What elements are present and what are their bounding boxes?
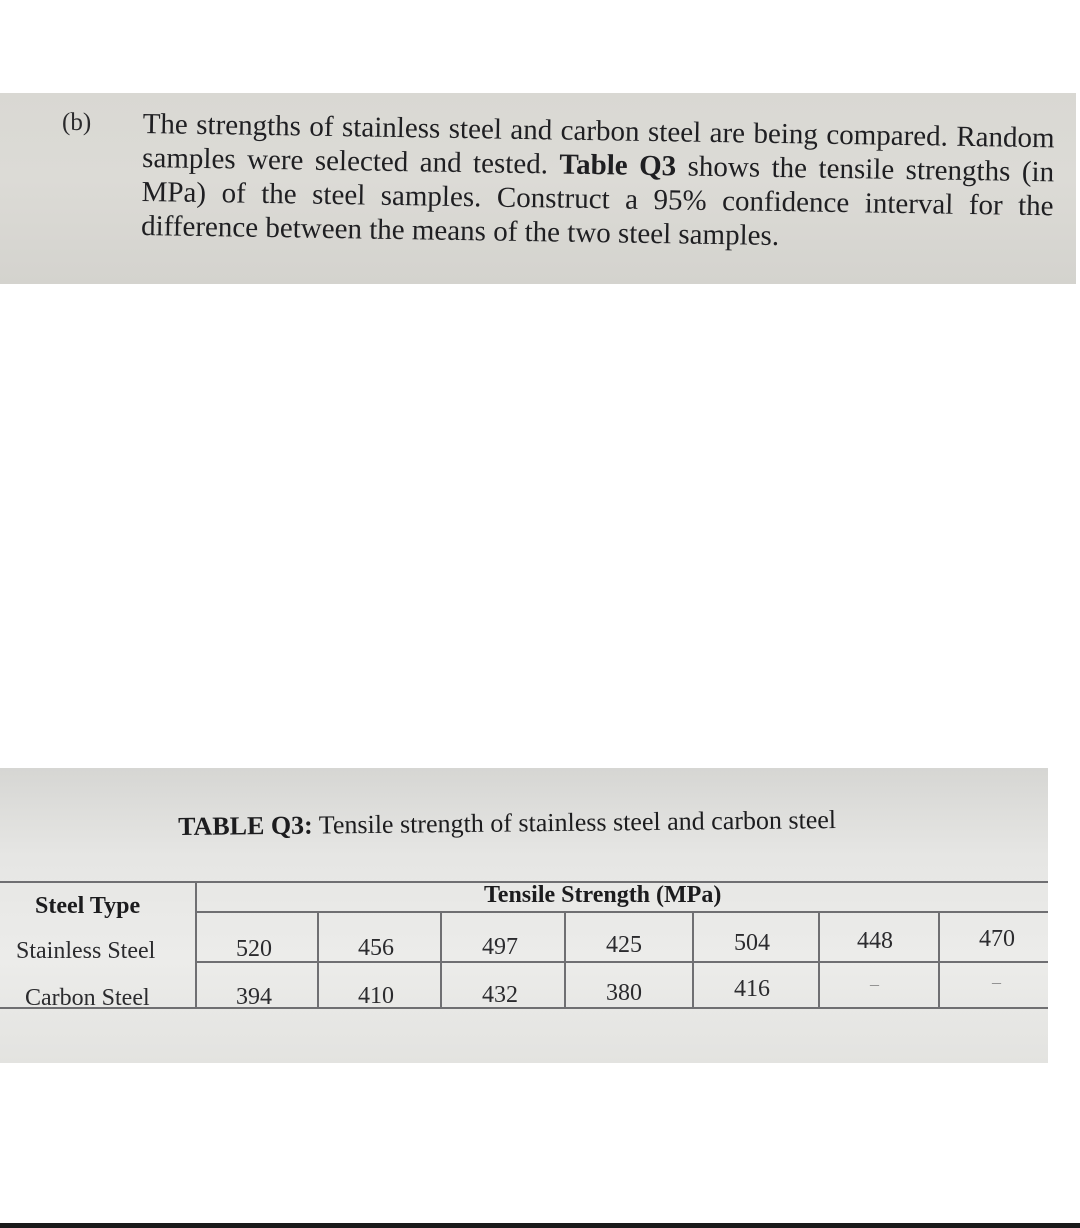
- table-caption-prefix: TABLE Q3:: [178, 810, 313, 841]
- table-cell: 497: [482, 934, 518, 960]
- table-cell: 425: [606, 932, 642, 958]
- table-cell: 410: [358, 983, 394, 1009]
- table-cell: 394: [236, 984, 272, 1010]
- table-col-rule: [564, 911, 566, 1009]
- table-col-rule: [938, 911, 940, 1009]
- table-col-rule: [317, 911, 319, 1009]
- table-cell: 380: [606, 980, 642, 1006]
- question-photo: [0, 93, 1076, 284]
- question-table-reference: Table Q3: [559, 148, 677, 183]
- table-cell: 432: [482, 982, 518, 1008]
- question-text-part-2: shows the tensile strengths (in MPa) of the steel samples. Construct a 95% confidence interval for the difference between the means of the two steel samples.: [140, 150, 1055, 253]
- question-label: (b): [62, 109, 92, 136]
- table-bottom-rule: [0, 1007, 1048, 1009]
- table-col-rule: [195, 881, 197, 1009]
- table-cell: 470: [979, 926, 1015, 952]
- table-caption-text: Tensile strength of stainless steel and carbon steel: [312, 805, 837, 840]
- table-cell: 456: [358, 935, 394, 961]
- bottom-divider: [0, 1223, 1080, 1228]
- table-cell: 416: [734, 976, 770, 1002]
- question-text: [141, 107, 1055, 257]
- table-col-rule: [818, 911, 820, 1009]
- row-label-stainless-steel: Stainless Steel: [16, 938, 156, 964]
- table-col-rule: [692, 911, 694, 1009]
- table-col-rule: [440, 911, 442, 1009]
- table-row-rule: [195, 961, 1048, 963]
- table-header-rule: [195, 911, 1048, 913]
- table-cell-empty: –: [870, 974, 879, 994]
- table-cell: 448: [857, 928, 893, 954]
- row-label-carbon-steel: Carbon Steel: [25, 985, 150, 1011]
- header-steel-type: Steel Type: [35, 893, 141, 919]
- question-text-part-1: The strengths of stainless steel and carbon steel are being compared. Random samples were selected and tested.: [141, 107, 1055, 181]
- table-photo: [0, 768, 1048, 1063]
- table-caption: [178, 805, 836, 842]
- header-tensile-strength: Tensile Strength (MPa): [484, 882, 722, 908]
- table-cell-empty: –: [992, 972, 1001, 992]
- table-cell: 520: [236, 936, 272, 962]
- table-cell: 504: [734, 930, 770, 956]
